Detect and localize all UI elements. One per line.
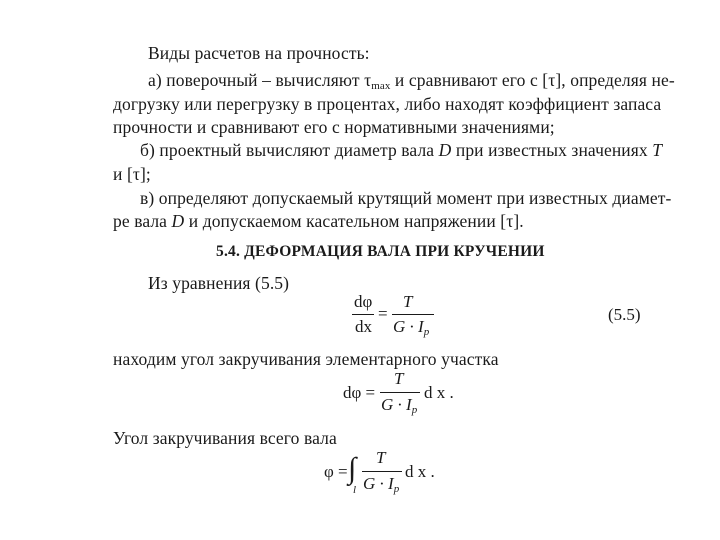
integral-symbol: ∫ — [348, 452, 357, 485]
eq2-right: d x . — [424, 383, 454, 402]
eq3-den-sub: p — [393, 483, 400, 495]
eq1-den-right — [393, 317, 429, 338]
section-heading: 5.4. ДЕФОРМАЦИЯ ВАЛА ПРИ КРУЧЕНИИ — [216, 243, 545, 260]
eq1-frac-line-left — [352, 314, 374, 315]
torque-symbol: T — [652, 140, 663, 160]
eq3-left: φ = — [324, 462, 348, 481]
total-angle-text: Угол закручивания всего вала — [113, 428, 337, 448]
item-a-text-1: а) поверочный – вычисляют — [148, 70, 365, 90]
item-c-line-2 — [113, 211, 524, 231]
eq1-den-left: dx — [355, 317, 372, 336]
item-a-line-3: прочности и сравнивают его с нормативными значениями; — [113, 117, 555, 137]
from-equation-text: Из уравнения (5.5) — [148, 273, 290, 293]
eq1-num-right: T — [403, 292, 413, 311]
eq1-num-left: dφ — [354, 292, 373, 311]
eq3-den-text: G · I — [363, 474, 394, 493]
eq3-right: d x . — [405, 462, 435, 481]
item-a-line-1 — [148, 70, 675, 96]
eq1-frac-line-right — [392, 314, 434, 315]
intro-title: Виды расчетов на прочность: — [148, 43, 370, 63]
item-a-line-2: догрузку или перегрузку в процентах, либо находят коэффициент запаса — [113, 94, 662, 114]
item-c-line-1: в) определяют допускаемый крутящий момент при известных диамет- — [140, 188, 672, 208]
eq2-num: T — [394, 369, 404, 388]
item-b-line-2: и [τ]; — [113, 164, 151, 184]
integral-limit: l — [353, 484, 357, 496]
item-a-text-2: и сравнивают его с [τ], определяя не- — [390, 70, 675, 90]
eq2-den-text: G · I — [381, 395, 412, 414]
eq3-frac-line — [362, 471, 402, 472]
tau-max-subscript: max — [371, 80, 391, 92]
eq1-label: (5.5) — [608, 305, 641, 324]
diameter-symbol: D — [438, 140, 452, 160]
item-b-line-1 — [140, 140, 662, 160]
item-c-text-2: и допускаемом касательном напряжении [τ]. — [184, 211, 524, 231]
tau-max-symbol: τ — [364, 70, 372, 90]
eq1-den-text: G · I — [393, 317, 424, 336]
item-b-text-2: при известных значениях — [451, 140, 653, 160]
diameter-symbol-2: D — [171, 211, 185, 231]
eq3-den — [363, 474, 399, 495]
item-b-text-1: б) проектный вычисляют диаметр вала — [140, 140, 439, 160]
eq2-frac-line — [380, 392, 420, 393]
find-angle-text: находим угол закручивания элементарного участка — [113, 349, 499, 369]
eq1-den-sub: p — [423, 326, 430, 338]
eq3-num: T — [376, 448, 386, 467]
item-c-text-1: ре вала — [113, 211, 172, 231]
eq2-left: dφ = — [343, 383, 376, 402]
eq2-den-sub: p — [411, 404, 418, 416]
eq1-equals: = — [378, 304, 388, 323]
eq2-den — [381, 395, 417, 416]
